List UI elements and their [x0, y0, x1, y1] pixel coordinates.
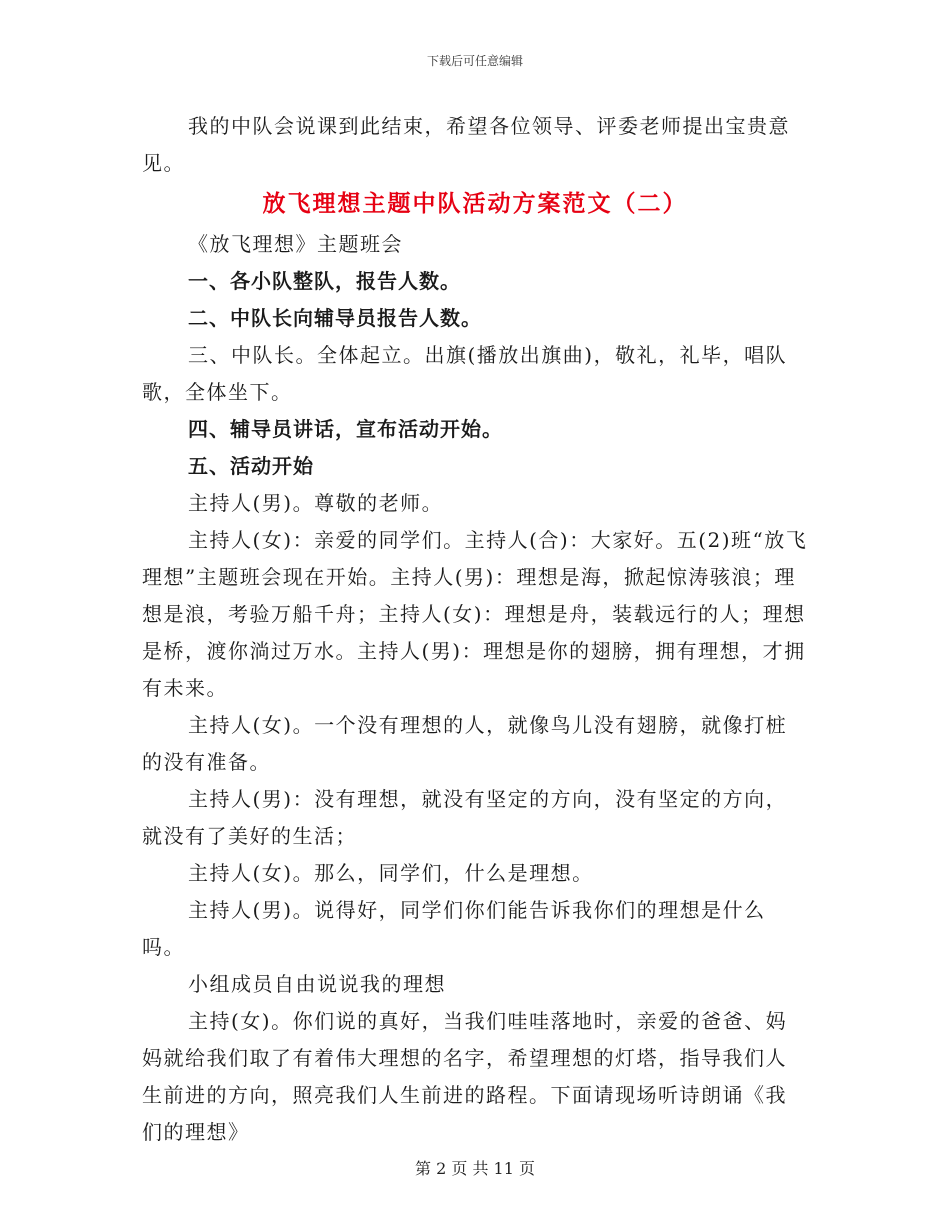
document-body — [142, 108, 808, 1151]
body-paragraph: 主持人(男)。说得好，同学们你们能告诉我你们的理想是什么吗。 — [142, 898, 766, 959]
body-paragraph: 主持人(女)。那么，同学们，什么是理想。 — [188, 861, 594, 885]
subtitle-paragraph: 《放飞理想》主题班会 — [188, 232, 403, 256]
step-heading: 五、活动开始 — [188, 454, 314, 478]
step-heading: 二、中队长向辅导员报告人数。 — [188, 306, 482, 330]
page-footer: 第 2 页 共 11 页 — [415, 1159, 535, 1178]
body-paragraph: 主持人(女)。一个没有理想的人，就像鸟儿没有翅膀，就像打桩的没有准备。 — [142, 713, 788, 774]
closing-paragraph: 我的中队会说课到此结束，希望各位领导、评委老师提出宝贵意见。 — [142, 114, 790, 175]
body-paragraph: 主持人(男)。尊敬的老师。 — [188, 491, 444, 515]
body-paragraph: 小组成员自由说说我的理想 — [188, 972, 446, 996]
step-heading: 四、辅导员讲话，宣布活动开始。 — [188, 417, 503, 441]
body-paragraph: 三、中队长。全体起立。出旗(播放出旗曲)，敬礼，礼毕，唱队歌，全体坐下。 — [142, 343, 788, 404]
section-title: 放飞理想主题中队活动方案范文（二） — [262, 190, 688, 217]
body-paragraph: 主持(女)。你们说的真好，当我们哇哇落地时，亲爱的爸爸、妈妈就给我们取了有着伟大理想的名字，希望理想的灯塔，指导我们人生前进的方向，照亮我们人生前进的路程。下面请现场听诗朗诵《我们的理想》 — [142, 1009, 788, 1144]
body-paragraph: 主持人(女)：亲爱的同学们。主持人(合)：大家好。五(2)班“放飞理想”主题班会现在开始。主持人(男)：理想是海，掀起惊涛骇浪；理想是浪，考验万船千舟；主持人(女)：理想是舟，装载远行的人；理想是桥，渡你淌过万水。主持人(男)：理想是你的翅膀，拥有理想，才拥有未来。 — [142, 528, 808, 700]
step-heading: 一、各小队整队，报告人数。 — [188, 269, 461, 293]
page-header: 下载后可任意编辑 — [426, 54, 523, 68]
body-paragraph: 主持人(男)：没有理想，就没有坚定的方向，没有坚定的方向，就没有了美好的生活； — [142, 787, 788, 848]
